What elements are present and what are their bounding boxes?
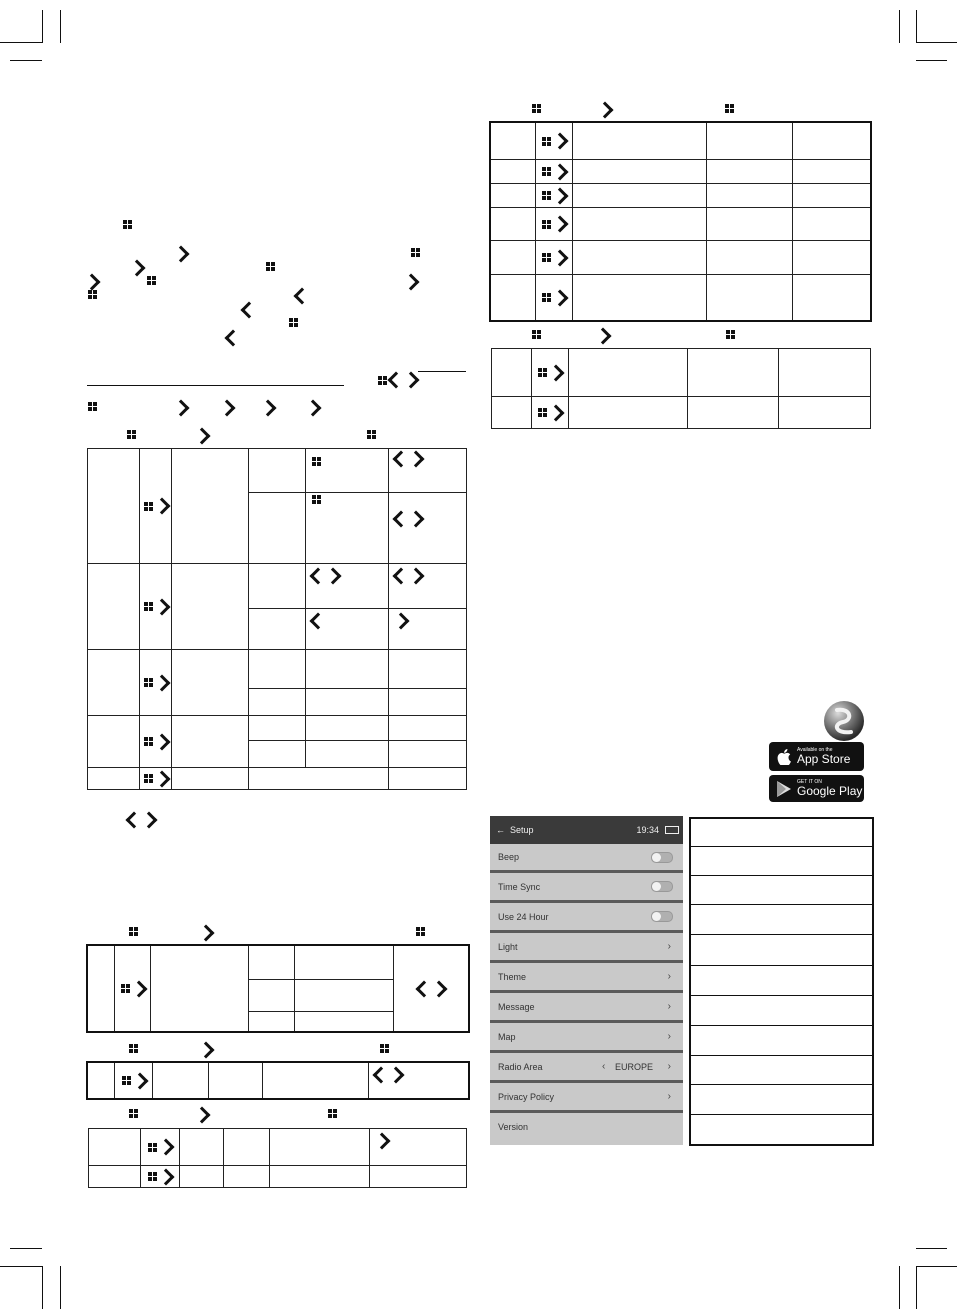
app-store-badge[interactable] (769, 742, 864, 771)
radio-area-value: EUROPE (615, 1061, 654, 1072)
legend-row (691, 1026, 872, 1056)
rule-line (418, 371, 466, 372)
grid-next-icons (141, 1171, 179, 1183)
setup-legend-table (689, 817, 874, 1146)
grid-next-icons (536, 292, 572, 304)
settings-table-4 (88, 1128, 467, 1188)
grid-icon (289, 318, 298, 327)
grid-next-icons (141, 1141, 179, 1153)
grid-icon (147, 276, 156, 285)
google-play-big-text: Google Play (797, 784, 863, 798)
chevron-right-icon: › (667, 1091, 671, 1102)
header-title: Setup (510, 825, 534, 835)
google-play-badge[interactable] (769, 775, 864, 802)
setting-row-beep[interactable] (490, 844, 683, 873)
chevron-left-icon (312, 615, 324, 627)
chevron-right-icon (221, 402, 233, 414)
chevron-right-icon: › (667, 971, 671, 982)
chevron-right-icon (175, 402, 187, 414)
setting-row-version (490, 1113, 683, 1140)
grid-next-icons (140, 601, 171, 613)
grid-next-icons (140, 773, 171, 785)
chevron-right-icon (196, 430, 208, 442)
grid-icon (416, 927, 425, 936)
grid-next-icons (532, 367, 568, 379)
setting-row-light[interactable] (490, 933, 683, 963)
crop-mark (916, 1248, 947, 1249)
legend-row (691, 1085, 872, 1115)
grid-icon (127, 430, 136, 439)
grid-icon (411, 248, 420, 257)
grid-next-icons (536, 166, 572, 178)
use-24-hour-toggle[interactable] (651, 911, 673, 922)
grid-next-icons (140, 677, 171, 689)
chevron-right-icon (262, 402, 274, 414)
beep-toggle[interactable] (651, 852, 673, 863)
setting-label: Radio Area (498, 1061, 543, 1072)
grid-icon (266, 262, 275, 271)
setting-label: Beep (498, 852, 520, 862)
chevron-right-icon (175, 248, 187, 260)
grid-next-icons (536, 252, 572, 264)
crop-mark (60, 1266, 61, 1309)
grid-icon (725, 104, 734, 113)
grid-icon (367, 430, 376, 439)
crop-mark (916, 1266, 957, 1267)
setting-row-privacy-policy[interactable] (490, 1083, 683, 1113)
prev-next-icons (395, 453, 422, 465)
chevron-left-icon (227, 332, 239, 344)
grid-next-icons (536, 218, 572, 230)
crop-mark (10, 60, 42, 61)
google-play-small-text: GET IT ON (797, 779, 822, 785)
legend-row (691, 876, 872, 905)
chevron-left-icon[interactable]: ‹ (602, 1061, 606, 1072)
app-store-small-text: Available on the (797, 747, 833, 753)
legend-row (691, 966, 872, 996)
grid-icon (380, 1044, 389, 1053)
chevron-right-icon (131, 262, 143, 274)
setting-label: Map (498, 1031, 516, 1042)
grid-icon (88, 402, 97, 411)
setting-label: Time Sync (498, 881, 541, 892)
chevron-right-icon: › (667, 941, 671, 952)
apple-icon (777, 749, 791, 765)
sphere-logo-icon (823, 700, 865, 742)
chevron-right-icon: › (667, 1031, 671, 1042)
chevron-right-icon (307, 402, 319, 414)
grid-icon (726, 330, 735, 339)
legend-row (691, 996, 872, 1026)
legend-row (691, 905, 872, 935)
setting-label: Version (498, 1121, 529, 1132)
grid-next-icons (532, 407, 568, 419)
settings-table-main (87, 448, 467, 790)
prev-next-icons (395, 570, 422, 582)
setting-label: Light (498, 941, 518, 952)
settings-table-right-1 (490, 122, 871, 321)
grid-next-icons (140, 500, 171, 512)
grid-next-icons (140, 736, 171, 748)
crop-mark (0, 42, 42, 43)
grid-next-icons (115, 1075, 152, 1087)
legend-row (691, 935, 872, 966)
grid-prev-next-icons (378, 374, 417, 386)
prev-next-icons (375, 1069, 402, 1081)
setting-label: Use 24 Hour (498, 911, 549, 922)
grid-next-icons (536, 135, 572, 147)
chevron-right-icon (86, 276, 98, 288)
legend-row (691, 847, 872, 876)
play-store-icon (776, 780, 792, 798)
setting-row-message[interactable] (490, 993, 683, 1023)
crop-mark (916, 1266, 917, 1309)
chevron-right-icon (200, 927, 212, 939)
grid-icon (312, 457, 321, 466)
settings-table-3 (87, 1062, 469, 1099)
grid-icon (532, 104, 541, 113)
settings-table-right-2 (491, 348, 871, 429)
setting-row-map[interactable] (490, 1023, 683, 1053)
grid-next-icons (536, 190, 572, 202)
crop-mark (60, 10, 61, 43)
legend-row (691, 1056, 872, 1085)
chevron-right-icon (405, 276, 417, 288)
setting-row-theme[interactable] (490, 963, 683, 993)
crop-mark (0, 1266, 42, 1267)
crop-mark (899, 10, 900, 43)
setting-label: Privacy Policy (498, 1091, 555, 1102)
chevron-right-icon (599, 104, 611, 116)
prev-next-icons (312, 570, 339, 582)
chevron-right-icon (200, 1044, 212, 1056)
rule-line (87, 385, 344, 386)
crop-mark (10, 1248, 42, 1249)
crop-mark (916, 10, 917, 43)
chevron-right-icon (196, 1109, 208, 1121)
grid-icon (123, 220, 132, 229)
prev-next-icons (394, 983, 468, 995)
grid-icon (328, 1109, 337, 1118)
grid-icon (129, 1109, 138, 1118)
setting-row-radio-area[interactable] (490, 1053, 683, 1083)
app-setup-screenshot (490, 816, 683, 1145)
setting-label: Theme (498, 971, 527, 982)
app-header-bar (490, 816, 683, 844)
chevron-right-icon (395, 615, 407, 627)
grid-next-icons (115, 983, 150, 995)
chevron-right-icon[interactable]: › (667, 1061, 671, 1072)
app-store-big-text: App Store (797, 752, 851, 766)
grid-icon (129, 927, 138, 936)
legend-row (691, 1115, 872, 1144)
prev-next-icons (128, 814, 155, 826)
setting-row-time-sync[interactable] (490, 873, 683, 903)
crop-mark (916, 60, 947, 61)
legend-row (691, 819, 872, 847)
crop-mark (916, 42, 957, 43)
chevron-right-icon: › (667, 1001, 671, 1012)
back-arrow-icon[interactable]: ← (496, 825, 505, 835)
crop-mark (899, 1266, 900, 1309)
grid-icon (129, 1044, 138, 1053)
time-sync-toggle[interactable] (651, 881, 673, 892)
setting-label: Message (498, 1001, 535, 1012)
grid-icon (312, 495, 321, 504)
setting-row-use-24-hour[interactable] (490, 903, 683, 933)
chevron-left-icon (243, 304, 255, 316)
settings-table-2 (87, 945, 469, 1032)
prev-next-icons (395, 513, 422, 525)
chevron-left-icon (296, 290, 308, 302)
chevron-right-icon (376, 1135, 388, 1147)
battery-icon (665, 826, 679, 834)
grid-icon (532, 330, 541, 339)
crop-mark (42, 1266, 43, 1309)
chevron-right-icon (597, 330, 609, 342)
header-time: 19:34 (636, 825, 659, 835)
crop-mark (42, 10, 43, 43)
grid-icon (88, 290, 97, 299)
